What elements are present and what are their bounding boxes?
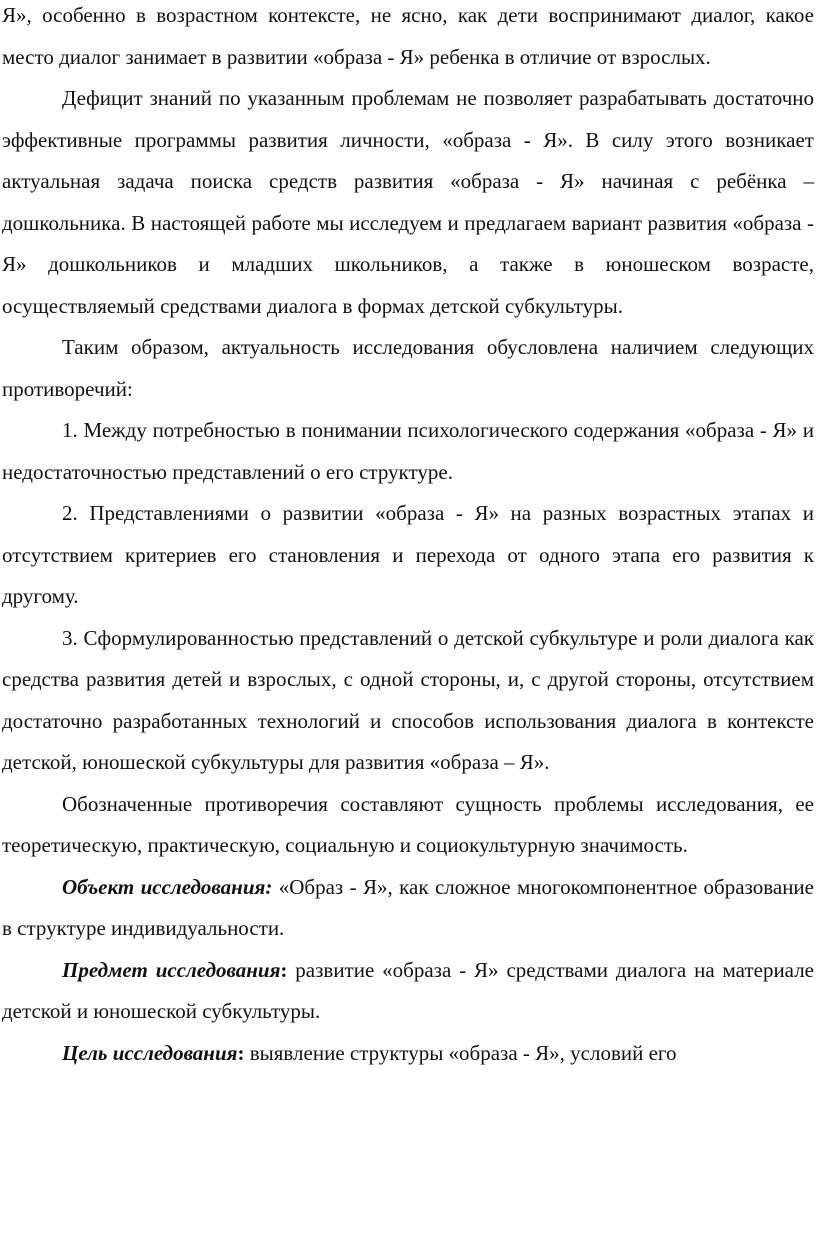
research-subject-label: Предмет исследования — [62, 957, 281, 982]
paragraph-research-subject — [2, 950, 814, 1033]
research-object-label: Объект исследования: — [62, 874, 273, 899]
paragraph-research-object — [2, 867, 814, 950]
paragraph-knowledge-deficit: Дефицит знаний по указанным проблемам не позволяет разрабатывать достаточно эффективные программы развития личности, «образа - Я». В силу этого возникает актуальная задача поиска средств развития «образа - Я» начиная с ребёнка – дошкольника. В настоящей работе мы исследуем и предлагаем вариант развития «образа - Я» дошкольников и младших школьников, а также в юношеском возрасте, осуществляемый средствами диалога в формах детской субкультуры. — [2, 86, 814, 318]
contradiction-item-1: 1. Между потребностью в понимании психологического содержания «образа - Я» и недостаточностью представлений о его структуре. — [2, 418, 814, 484]
contradiction-item-3: 3. Сформулированностью представлений о детской субкультуре и роли диалога как средства развития детей и взрослых, с одной стороны, и, с другой стороны, отсутствием достаточно разработанных технологий и способов использования диалога в контексте детской, юношеской субкультуры для развития «образа – Я». — [2, 625, 814, 774]
research-goal-label: Цель исследования — [62, 1040, 238, 1065]
contradiction-item-2: 2. Представлениями о развитии «образа - Я» на разных возрастных этапах и отсутствием критериев его становления и перехода от одного этапа его развития к другому. — [2, 501, 814, 608]
research-goal-colon: : — [237, 1040, 245, 1065]
paragraph-research-goal — [2, 1033, 814, 1075]
paragraph-problem-essence: Обозначенные противоречия составляют сущность проблемы исследования, ее теоретическую, практическую, социальную и социокультурную значимость. — [2, 791, 814, 857]
research-subject-colon: : — [280, 957, 288, 982]
research-object-text: «Образ - Я», как сложное многокомпонентное образование в структуре индивидуальности. — [2, 874, 814, 940]
research-goal-text: выявление структуры «образа - Я», условий его — [244, 1040, 677, 1065]
paragraph-contradictions-intro: Таким образом, актуальность исследования обусловлена наличием следующих противоречий: — [2, 335, 814, 401]
paragraph-intro-continuation: Я», особенно в возрастном контексте, не ясно, как дети воспринимают диалог, какое место диалог занимает в развитии «образа - Я» ребенка в отличие от взрослых. — [2, 3, 814, 69]
research-subject-text: развитие «образа - Я» средствами диалога на материале детской и юношеской субкультуры. — [2, 957, 814, 1023]
